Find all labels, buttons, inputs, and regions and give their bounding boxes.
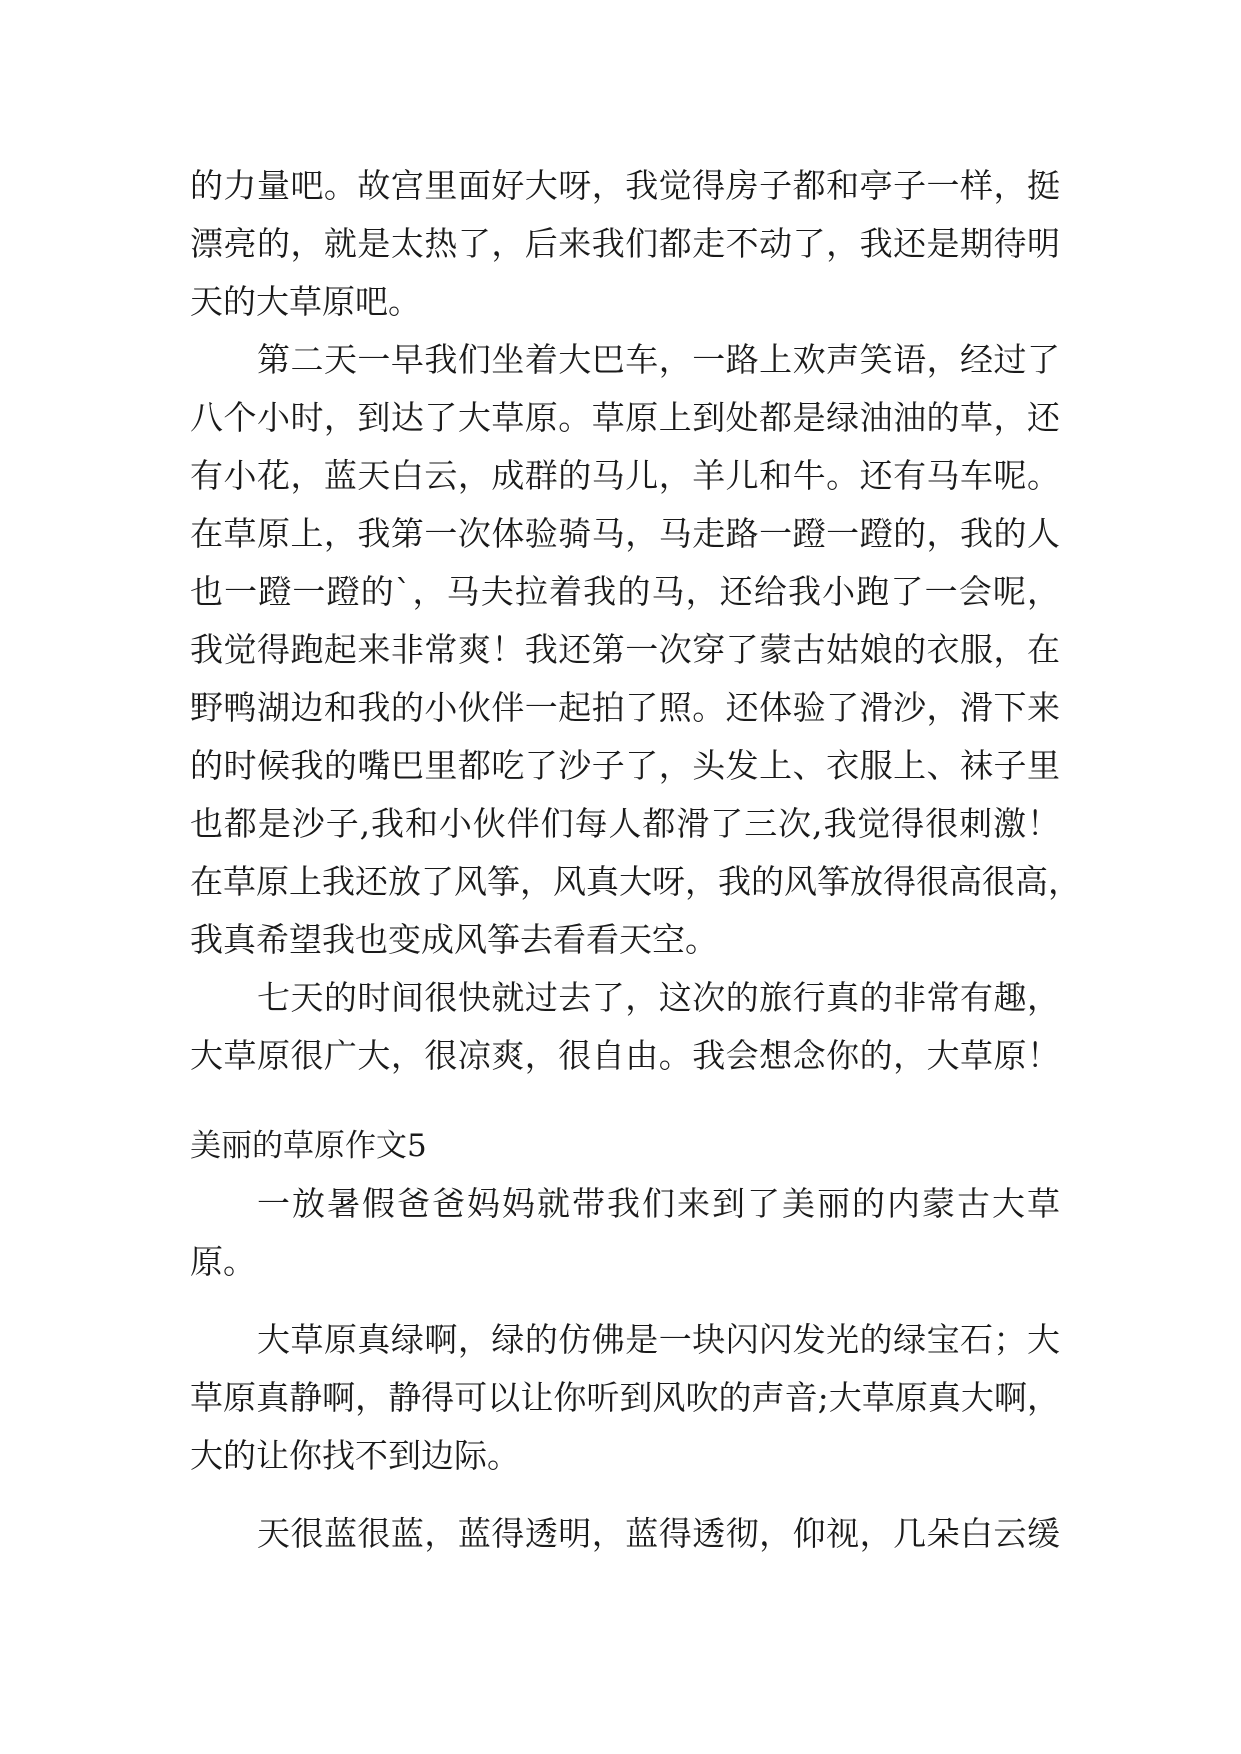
text-line: 天的大草原吧。: [190, 282, 421, 321]
text-line: 的力量吧。故宫里面好大呀，我觉得房子都和亭子一样，挺: [190, 166, 1060, 205]
paragraph-first-line: 第二天一早我们坐着大巴车，一路上欢声笑语，经过了: [257, 340, 1060, 379]
text-line: 在草原上我还放了风筝，风真大呀，我的风筝放得很高很高，: [190, 862, 1081, 901]
text-line: 的时候我的嘴巴里都吃了沙子了，头发上、衣服上、袜子里: [190, 746, 1060, 785]
text-line: 原。: [190, 1242, 256, 1281]
text-line: 八个小时，到达了大草原。草原上到处都是绿油油的草，还: [190, 398, 1060, 437]
text-line: 有小花，蓝天白云，成群的马儿，羊儿和牛。还有马车呢。: [190, 456, 1060, 495]
paragraph-first-line: 七天的时间很快就过去了，这次的旅行真的非常有趣，: [257, 978, 1060, 1017]
text-line: 大草原很广大，很凉爽，很自由。我会想念你的，大草原！: [190, 1036, 1060, 1075]
paragraph-first-line: 大草原真绿啊，绿的仿佛是一块闪闪发光的绿宝石；大: [257, 1320, 1060, 1359]
text-line: 我觉得跑起来非常爽！我还第一次穿了蒙古姑娘的衣服，在: [190, 630, 1060, 669]
paragraph-first-line: 一放暑假爸爸妈妈就带我们来到了美丽的内蒙古大草: [257, 1184, 1060, 1223]
section-heading: 美丽的草原作文5: [190, 1128, 427, 1164]
text-line: 大的让你找不到边际。: [190, 1436, 520, 1475]
text-line: 野鸭湖边和我的小伙伴一起拍了照。还体验了滑沙，滑下来: [190, 688, 1060, 727]
text-line: 漂亮的，就是太热了，后来我们都走不动了，我还是期待明: [190, 224, 1060, 263]
text-line: 草原真静啊，静得可以让你听到风吹的声音;大草原真大啊，: [190, 1378, 1060, 1417]
text-line: 也都是沙子,我和小伙伴们每人都滑了三次,我觉得很刺激！: [190, 804, 1060, 843]
text-line: 也一蹬一蹬的`，马夫拉着我的马，还给我小跑了一会呢，: [190, 572, 1060, 611]
text-line: 我真希望我也变成风筝去看看天空。: [190, 920, 718, 959]
text-line: 在草原上，我第一次体验骑马，马走路一蹬一蹬的，我的人: [190, 514, 1060, 553]
paragraph-first-line: 天很蓝很蓝，蓝得透明，蓝得透彻，仰视，几朵白云缓: [257, 1514, 1060, 1553]
